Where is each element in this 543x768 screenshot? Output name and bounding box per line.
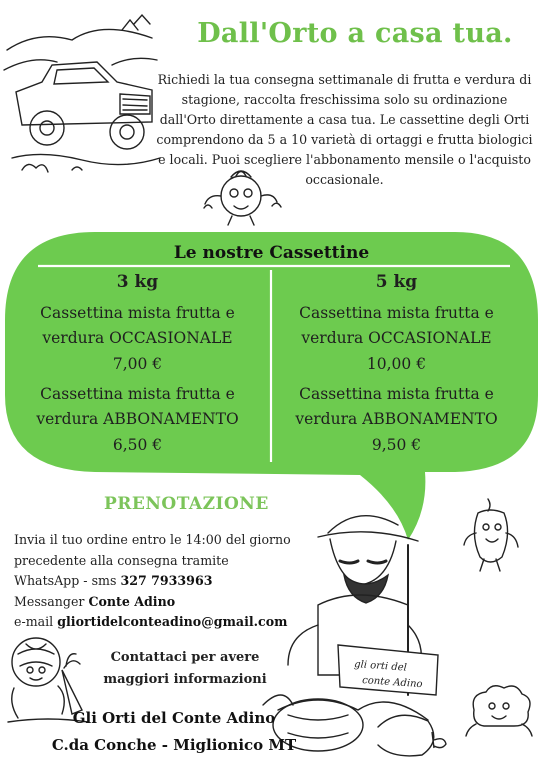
occasional-label: Cassettina mista frutta e verdura OCCASIONALE [299, 304, 494, 347]
email-label: e-mail [14, 614, 58, 629]
page-title: Dall'Orto a casa tua. [197, 18, 513, 49]
subscription-price: 6,50 € [112, 436, 163, 454]
subscription-label: Cassettina mista frutta e verdura ABBONAMENTO [36, 385, 239, 428]
cauliflower-mascot-illustration [462, 680, 537, 740]
cassettina-column-5kg [269, 272, 524, 463]
subscription-price: 9,50 € [371, 436, 422, 454]
business-address: C.da Conche - Miglionico MT [51, 736, 297, 754]
intro-paragraph: Richiedi la tua consegna settimanale di frutta e verdura di stagione, raccolta freschissima solo su ordinazione dall'Orto direttamente a casa tua. Le cassettine degli Orti comprendono da 5 a 10 varietà di ortaggi e frutta biologici e locali. Puoi scegliere l'abbonamento mensile o l'acquisto occasionale. [156, 72, 533, 187]
column-weight: 5 kg [375, 272, 418, 292]
column-weight: 3 kg [116, 272, 159, 292]
truck-illustration [2, 10, 162, 180]
phone-number[interactable]: 327 7933963 [120, 573, 213, 588]
whatsapp-label: WhatsApp - sms [14, 573, 121, 588]
contact-callout: Contattaci per avere maggiori informazioni [103, 650, 267, 687]
subscription-label: Cassettina mista frutta e verdura ABBONAMENTO [295, 385, 498, 428]
cassettine-title: Le nostre Cassettine [173, 243, 370, 263]
messenger-name[interactable]: Conte Adino [88, 593, 176, 609]
business-name: Gli Orti del Conte Adino [72, 709, 276, 727]
booking-intro: Invia il tuo ordine entro le 14:00 del giorno precedente alla consegna tramite [14, 532, 291, 568]
booking-title: PRENOTAZIONE [104, 494, 269, 514]
footer [34, 705, 314, 759]
signature-mark [428, 728, 452, 752]
sign-line-2: conte Adino [361, 675, 423, 691]
occasional-price: 10,00 € [366, 355, 427, 373]
occasional-price: 7,00 € [112, 355, 163, 373]
occasional-label: Cassettina mista frutta e verdura OCCASIONALE [40, 304, 235, 347]
email-address[interactable]: gliortidelconteadino@gmail.com [57, 614, 288, 629]
cassettina-column-3kg [10, 272, 265, 463]
sign-line-1: gli orti del [353, 659, 408, 674]
pepper-mascot-illustration [458, 495, 523, 575]
messenger-label: Messanger [14, 593, 89, 609]
